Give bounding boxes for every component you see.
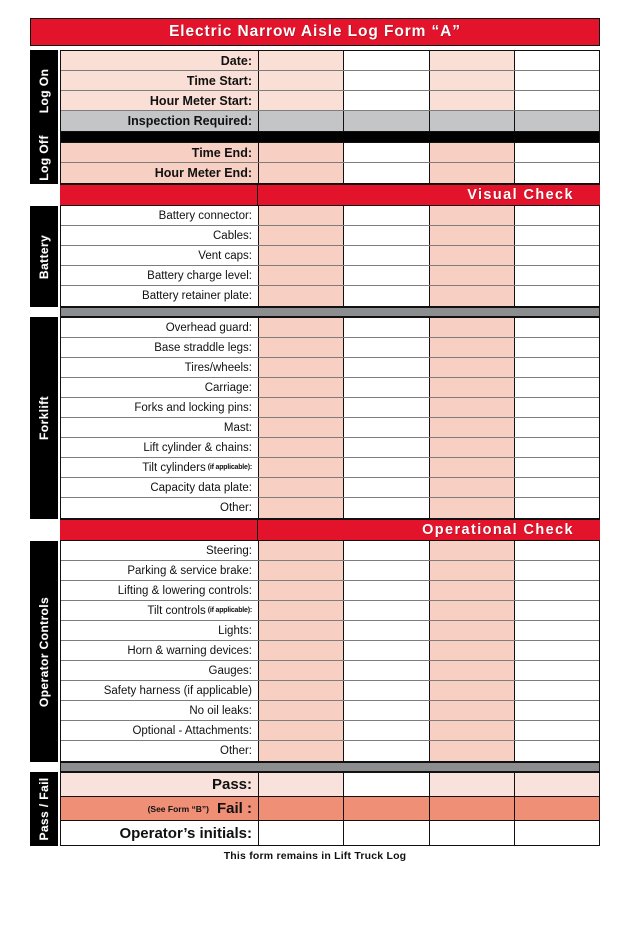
entry-cell-3[interactable] [430, 318, 515, 337]
entry-cell-3[interactable] [430, 378, 515, 397]
entry-cell-1[interactable] [259, 318, 344, 337]
section-tab-label: Log On [37, 68, 51, 114]
table-row [61, 398, 599, 418]
row-label: Overhead guard: [61, 318, 259, 337]
table-row [61, 246, 599, 266]
entry-cell-3[interactable] [430, 773, 515, 796]
table-row [61, 621, 599, 641]
entry-cell-3[interactable] [430, 91, 515, 110]
entry-cell-4[interactable] [515, 111, 599, 131]
entry-cell-2[interactable] [344, 418, 429, 437]
log-form-sheet [30, 18, 600, 862]
section-tab-label: Battery [37, 234, 51, 279]
section-divider-gray-2 [30, 762, 600, 772]
section-tab-label: Forklift [37, 396, 51, 440]
entry-cell-3[interactable] [430, 246, 515, 265]
row-label: Horn & warning devices: [61, 641, 259, 660]
row-label: Safety harness (if applicable) [61, 681, 259, 700]
entry-cell-2[interactable] [344, 541, 429, 560]
entry-cell-2[interactable] [344, 378, 429, 397]
entry-cell-4[interactable] [515, 821, 599, 845]
table-row [61, 418, 599, 438]
entry-cell-2[interactable] [344, 51, 429, 70]
row-label-wrap [61, 601, 259, 620]
gray-divider-body [60, 307, 600, 317]
form-title: Electric Narrow Aisle Log Form “A” [169, 23, 461, 40]
row-label-wrap [61, 458, 259, 477]
entry-cell-1[interactable] [259, 226, 344, 245]
entry-cell-4[interactable] [515, 621, 599, 640]
row-label: Tilt cylinders [142, 461, 206, 474]
table-row-operator-initials [61, 821, 599, 845]
table-row-tilt-controls [61, 601, 599, 621]
form-title-band [30, 18, 600, 46]
row-label-note: (if applicable): [207, 464, 252, 471]
entry-cell-2[interactable] [344, 266, 429, 285]
entry-cell-3[interactable] [430, 71, 515, 90]
tab-spacer-operational-check [30, 519, 58, 541]
table-row-pass [61, 773, 599, 797]
entry-cell-2[interactable] [344, 143, 429, 162]
entry-cell-2[interactable] [344, 111, 429, 131]
row-label: Tires/wheels: [61, 358, 259, 377]
entry-cell-1[interactable] [259, 661, 344, 680]
banner-title: Operational Check [422, 522, 574, 538]
entry-cell-4[interactable] [515, 701, 599, 720]
section-rows-log-on [60, 50, 600, 132]
entry-cell-2[interactable] [344, 91, 429, 110]
entry-cell-1[interactable] [259, 478, 344, 497]
entry-cell-4[interactable] [515, 91, 599, 110]
entry-cell-2[interactable] [344, 561, 429, 580]
row-label: Optional - Attachments: [61, 721, 259, 740]
entry-cell-2[interactable] [344, 581, 429, 600]
section-log-on [30, 50, 600, 132]
row-label: Base straddle legs: [61, 338, 259, 357]
section-rows-pass-fail [60, 772, 600, 846]
entry-cell-1[interactable] [259, 398, 344, 417]
entry-cell-4[interactable] [515, 541, 599, 560]
section-rows-log-off [60, 132, 600, 184]
table-row [61, 561, 599, 581]
entry-cell-2[interactable] [344, 206, 429, 225]
banner-left-pad [60, 520, 258, 540]
entry-cell-4[interactable] [515, 438, 599, 457]
table-row [61, 286, 599, 306]
entry-cell-3[interactable] [430, 338, 515, 357]
entry-cell-1[interactable] [259, 601, 344, 620]
entry-cell-2[interactable] [344, 398, 429, 417]
entry-cell-4[interactable] [515, 661, 599, 680]
entry-cell-1[interactable] [259, 701, 344, 720]
entry-cell-4[interactable] [515, 51, 599, 70]
gray-divider-body [60, 762, 600, 772]
row-label: Mast: [61, 418, 259, 437]
row-label: Other: [61, 741, 259, 761]
entry-cell-3[interactable] [430, 51, 515, 70]
entry-cell-1[interactable] [259, 773, 344, 796]
entry-cell-2[interactable] [344, 721, 429, 740]
entry-cell-1[interactable] [259, 541, 344, 560]
entry-cell-4[interactable] [515, 246, 599, 265]
entry-cell-1[interactable] [259, 266, 344, 285]
entry-cell-4[interactable] [515, 286, 599, 306]
entry-cell-1[interactable] [259, 498, 344, 518]
row-label: Pass: [61, 773, 259, 796]
entry-cell-1[interactable] [259, 51, 344, 70]
entry-cell-1[interactable] [259, 378, 344, 397]
entry-cell-4[interactable] [515, 338, 599, 357]
table-row [61, 163, 599, 183]
entry-cell-2[interactable] [344, 741, 429, 761]
table-row [61, 266, 599, 286]
row-label: Vent caps: [61, 246, 259, 265]
entry-cell-2[interactable] [344, 773, 429, 796]
table-row [61, 378, 599, 398]
table-row [61, 338, 599, 358]
operational-check-banner-rows [60, 519, 600, 541]
table-row-fail [61, 797, 599, 821]
entry-cell-3[interactable] [430, 458, 515, 477]
entry-cell-4[interactable] [515, 318, 599, 337]
entry-cell-3[interactable] [430, 418, 515, 437]
entry-cell-1[interactable] [259, 581, 344, 600]
section-tab-pass-fail [30, 772, 58, 846]
entry-cell-2[interactable] [344, 601, 429, 620]
row-label: Carriage: [61, 378, 259, 397]
table-row [61, 681, 599, 701]
row-label: Cables: [61, 226, 259, 245]
entry-cell-2[interactable] [344, 701, 429, 720]
entry-cell-3[interactable] [430, 721, 515, 740]
row-label: Fail : [216, 800, 252, 817]
entry-cell-3[interactable] [430, 111, 515, 131]
entry-cell-1[interactable] [259, 821, 344, 845]
table-row [61, 701, 599, 721]
section-forklift [30, 317, 600, 519]
entry-cell-3[interactable] [430, 621, 515, 640]
table-row [61, 721, 599, 741]
table-row [61, 541, 599, 561]
entry-cell-4[interactable] [515, 226, 599, 245]
table-row [61, 661, 599, 681]
table-row [61, 438, 599, 458]
row-label: Steering: [61, 541, 259, 560]
entry-cell-2[interactable] [344, 797, 429, 820]
section-rows-operator-controls [60, 541, 600, 762]
entry-cell-1[interactable] [259, 358, 344, 377]
section-tab-log-off [30, 132, 58, 184]
section-tab-battery [30, 206, 58, 307]
row-label: Battery connector: [61, 206, 259, 225]
table-row [61, 71, 599, 91]
entry-cell-4[interactable] [515, 581, 599, 600]
entry-cell-1[interactable] [259, 246, 344, 265]
section-rows-forklift [60, 317, 600, 519]
section-banner-operational-check [60, 519, 600, 541]
row-label: Time Start: [61, 71, 259, 90]
row-label: Lifting & lowering controls: [61, 581, 259, 600]
entry-cell-4[interactable] [515, 206, 599, 225]
entry-cell-3[interactable] [430, 498, 515, 518]
entry-cell-1[interactable] [259, 91, 344, 110]
entry-cell-4[interactable] [515, 773, 599, 796]
section-tab-forklift [30, 317, 58, 519]
entry-cell-2[interactable] [344, 438, 429, 457]
entry-cell-1[interactable] [259, 721, 344, 740]
row-label-wrap [61, 797, 259, 820]
section-battery-rows [30, 206, 600, 307]
black-divider-row [61, 132, 599, 143]
section-operational-banner [30, 519, 600, 541]
entry-cell-1[interactable] [259, 338, 344, 357]
entry-cell-3[interactable] [430, 286, 515, 306]
entry-cell-4[interactable] [515, 681, 599, 700]
banner-left-pad [60, 185, 258, 205]
entry-cell-4[interactable] [515, 741, 599, 761]
see-form-b-note: (See Form “B”) [147, 803, 209, 814]
entry-cell-1[interactable] [259, 438, 344, 457]
entry-cell-3[interactable] [430, 661, 515, 680]
row-label: Hour Meter End: [61, 163, 259, 183]
entry-cell-4[interactable] [515, 797, 599, 820]
entry-cell-3[interactable] [430, 206, 515, 225]
section-operator-controls [30, 541, 600, 762]
row-label: No oil leaks: [61, 701, 259, 720]
entry-cell-3[interactable] [430, 226, 515, 245]
banner-title: Visual Check [467, 187, 574, 203]
entry-cell-1[interactable] [259, 458, 344, 477]
entry-cell-3[interactable] [430, 741, 515, 761]
entry-cell-2[interactable] [344, 358, 429, 377]
entry-cell-1[interactable] [259, 143, 344, 162]
table-row-inspection-required [61, 111, 599, 131]
table-row [61, 206, 599, 226]
entry-cell-2[interactable] [344, 821, 429, 845]
row-label: Lights: [61, 621, 259, 640]
entry-cell-4[interactable] [515, 143, 599, 162]
table-row-tilt-cylinders [61, 458, 599, 478]
entry-cell-1[interactable] [259, 111, 344, 131]
section-tab-operator-controls [30, 541, 58, 762]
row-label: Battery charge level: [61, 266, 259, 285]
entry-cell-3[interactable] [430, 641, 515, 660]
entry-cell-3[interactable] [430, 681, 515, 700]
row-label: Operator’s initials: [61, 821, 259, 845]
entry-cell-2[interactable] [344, 681, 429, 700]
entry-cell-4[interactable] [515, 478, 599, 497]
entry-cell-4[interactable] [515, 398, 599, 417]
entry-cell-4[interactable] [515, 71, 599, 90]
visual-check-banner-rows [60, 184, 600, 206]
row-label: Hour Meter Start: [61, 91, 259, 110]
row-label: Tilt controls [147, 604, 206, 617]
section-tab-label: Operator Controls [37, 596, 51, 707]
section-banner-visual-check [60, 184, 600, 206]
row-label: Battery retainer plate: [61, 286, 259, 306]
entry-cell-1[interactable] [259, 741, 344, 761]
entry-cell-3[interactable] [430, 358, 515, 377]
row-label: Time End: [61, 143, 259, 162]
entry-cell-4[interactable] [515, 266, 599, 285]
entry-cell-3[interactable] [430, 143, 515, 162]
entry-cell-3[interactable] [430, 561, 515, 580]
section-rows-battery [60, 206, 600, 307]
entry-cell-1[interactable] [259, 163, 344, 183]
entry-cell-1[interactable] [259, 681, 344, 700]
row-label: Other: [61, 498, 259, 518]
table-row [61, 741, 599, 761]
entry-cell-3[interactable] [430, 701, 515, 720]
entry-cell-3[interactable] [430, 541, 515, 560]
section-pass-fail [30, 772, 600, 846]
entry-cell-3[interactable] [430, 163, 515, 183]
entry-cell-4[interactable] [515, 358, 599, 377]
entry-cell-2[interactable] [344, 246, 429, 265]
footer-note: This form remains in Lift Truck Log [223, 850, 407, 862]
tab-spacer-visual-check [30, 184, 58, 206]
entry-cell-2[interactable] [344, 71, 429, 90]
row-label: Date: [61, 51, 259, 70]
entry-cell-1[interactable] [259, 797, 344, 820]
table-row [61, 91, 599, 111]
entry-cell-2[interactable] [344, 661, 429, 680]
entry-cell-3[interactable] [430, 581, 515, 600]
entry-cell-4[interactable] [515, 163, 599, 183]
row-label-note: (if applicable): [207, 607, 252, 614]
entry-cell-3[interactable] [430, 601, 515, 620]
entry-cell-1[interactable] [259, 286, 344, 306]
entry-cell-3[interactable] [430, 398, 515, 417]
table-row [61, 478, 599, 498]
entry-cell-4[interactable] [515, 378, 599, 397]
row-label: Lift cylinder & chains: [61, 438, 259, 457]
entry-cell-2[interactable] [344, 458, 429, 477]
entry-cell-1[interactable] [259, 71, 344, 90]
table-row [61, 51, 599, 71]
section-tab-log-on [30, 50, 58, 132]
section-tab-label: Log Off [37, 135, 51, 181]
table-row [61, 318, 599, 338]
table-row [61, 358, 599, 378]
entry-cell-2[interactable] [344, 498, 429, 518]
table-row [61, 641, 599, 661]
entry-cell-2[interactable] [344, 478, 429, 497]
section-log-off [30, 132, 600, 184]
section-divider-gray [30, 307, 600, 317]
entry-cell-1[interactable] [259, 418, 344, 437]
entry-cell-1[interactable] [259, 641, 344, 660]
entry-cell-4[interactable] [515, 601, 599, 620]
table-row [61, 498, 599, 518]
row-label: Inspection Required: [61, 111, 259, 131]
entry-cell-4[interactable] [515, 418, 599, 437]
entry-cell-2[interactable] [344, 163, 429, 183]
entry-cell-2[interactable] [344, 318, 429, 337]
entry-cell-1[interactable] [259, 561, 344, 580]
row-label: Parking & service brake: [61, 561, 259, 580]
table-row [61, 581, 599, 601]
entry-cell-4[interactable] [515, 458, 599, 477]
entry-cell-2[interactable] [344, 226, 429, 245]
row-label: Capacity data plate: [61, 478, 259, 497]
section-battery [30, 184, 600, 206]
entry-cell-4[interactable] [515, 561, 599, 580]
entry-cell-2[interactable] [344, 338, 429, 357]
entry-cell-2[interactable] [344, 286, 429, 306]
row-label: Gauges: [61, 661, 259, 680]
entry-cell-3[interactable] [430, 438, 515, 457]
entry-cell-3[interactable] [430, 478, 515, 497]
entry-cell-3[interactable] [430, 821, 515, 845]
table-row [61, 143, 599, 163]
tab-spacer [30, 762, 58, 772]
section-tab-label: Pass / Fail [37, 777, 51, 841]
entry-cell-3[interactable] [430, 797, 515, 820]
entry-cell-4[interactable] [515, 641, 599, 660]
entry-cell-2[interactable] [344, 641, 429, 660]
entry-cell-4[interactable] [515, 721, 599, 740]
row-label: Forks and locking pins: [61, 398, 259, 417]
tab-spacer [30, 307, 58, 317]
table-row [61, 226, 599, 246]
entry-cell-1[interactable] [259, 206, 344, 225]
entry-cell-3[interactable] [430, 266, 515, 285]
entry-cell-2[interactable] [344, 621, 429, 640]
entry-cell-4[interactable] [515, 498, 599, 518]
entry-cell-1[interactable] [259, 621, 344, 640]
